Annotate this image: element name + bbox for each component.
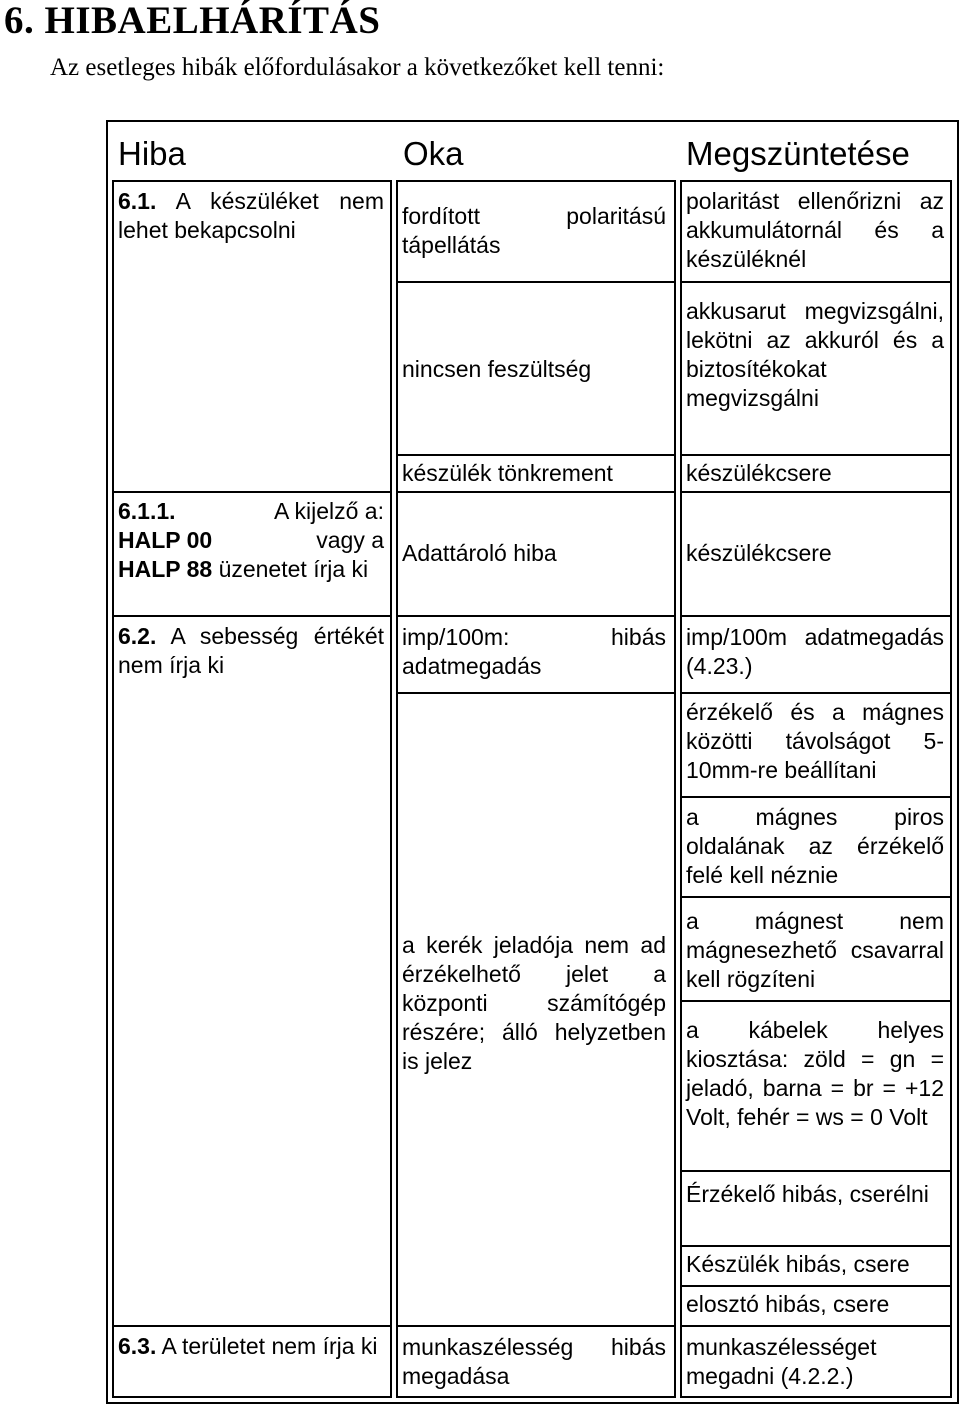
- fix-text: munkaszélességet megadni (4.2.2.): [686, 1334, 877, 1389]
- fix-text: érzékelő és a mágnes közötti távolságot 5-10mm-re beállítani: [686, 699, 944, 783]
- fault-text: A területet nem írja ki: [161, 1333, 378, 1359]
- fault-number: 6.1.: [118, 188, 157, 214]
- fault-text: A készüléket nem lehet bekapcsolni: [118, 188, 384, 243]
- fault-6-1-1: [118, 497, 384, 584]
- section-subtitle: Az esetleges hibák előfordulásakor a következőket kell tenni:: [50, 54, 665, 81]
- fault-number: 6.2.: [118, 623, 157, 649]
- fix-text: Érzékelő hibás, cserélni: [686, 1181, 929, 1207]
- header-fix: Megszüntetése: [686, 135, 910, 172]
- cause-text: munkaszélesség hibás megadása: [402, 1334, 666, 1389]
- section-title: 6. HIBAELHÁRÍTÁS: [4, 0, 381, 42]
- fix-text: a kábelek helyes kiosztása: zöld = gn = jeladó, barna = br = +12 Volt, fehér = ws = 0 Volt: [686, 1017, 944, 1130]
- fix-text: készülékcsere: [686, 540, 832, 566]
- fault-text-line: üzenetet írja ki: [218, 556, 369, 582]
- fix-text: készülékcsere: [686, 460, 832, 486]
- fault-6-3: [118, 1332, 384, 1361]
- fault-text: A sebesség értékét nem írja ki: [118, 623, 385, 678]
- cause-text: fordított polaritású tápellátás: [402, 203, 666, 258]
- fix-text: a mágnest nem mágnesezhető csavarral kell rögzíteni: [686, 908, 944, 992]
- header-fault: Hiba: [118, 135, 186, 172]
- fault-text-line: vagy a: [316, 527, 384, 553]
- fault-6-2: [118, 622, 384, 680]
- fix-text: polaritást ellenőrizni az akkumulátornál és a készüléknél: [686, 188, 944, 272]
- fault-cell-6-2: [112, 615, 392, 1327]
- cause-text: nincsen feszültség: [402, 356, 592, 382]
- fix-text: Készülék hibás, csere: [686, 1251, 910, 1277]
- display-code: HALP 88: [118, 556, 213, 582]
- display-code: HALP 00: [118, 527, 213, 553]
- fix-text: akkusarut megvizsgálni, lekötni az akkuról és a biztosítékokat megvizsgálni: [686, 298, 944, 411]
- fix-text: elosztó hibás, csere: [686, 1291, 890, 1317]
- fix-text: imp/100m adatmegadás (4.23.): [686, 624, 944, 679]
- fault-number: 6.3.: [118, 1333, 157, 1359]
- cause-text: készülék tönkrement: [402, 460, 613, 486]
- cause-text: a kerék jeladója nem ad érzékelhető jelet a központi számítógép részére; álló helyzetben is jelez: [402, 932, 666, 1074]
- cause-text: imp/100m: hibás adatmegadás: [402, 624, 666, 679]
- header-cause: Oka: [403, 135, 464, 172]
- fault-6-1: [118, 187, 384, 245]
- fix-text: a mágnes piros oldalának az érzékelő felé kell néznie: [686, 804, 944, 888]
- fault-text: A kijelző a:: [274, 498, 384, 524]
- cause-text: Adattároló hiba: [402, 540, 557, 566]
- fault-number: 6.1.1.: [118, 498, 176, 524]
